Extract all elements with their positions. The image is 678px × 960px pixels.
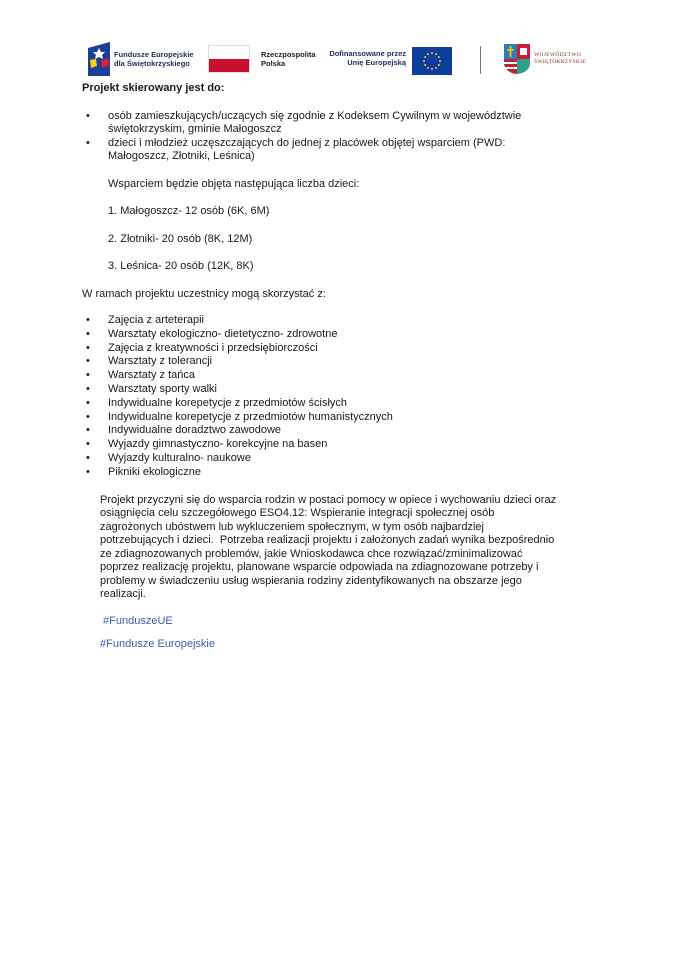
list-item: • Pikniki ekologiczne: [82, 466, 612, 480]
activities-list: [82, 314, 612, 480]
summary-line: zagrożonych ubóstwem lub wykluczeniem społecznym, w tym osób najbardziej: [100, 520, 484, 533]
fundusze-line2: dla Świętokrzyskiego: [114, 59, 190, 68]
list-item: • Warsztaty ekologiczno- dietetyczno- zdrowotne: [82, 328, 612, 342]
list-item: • Indywidualne doradztwo zawodowe: [82, 424, 612, 438]
children-intro: Wsparciem będzie objęta następująca liczba dzieci:: [108, 177, 360, 190]
target-line: • dzieci i młodzież uczęszczających do jednej z placówek objętej wsparciem (PWD:: [108, 136, 506, 149]
ue-line2: Unię Europejską: [347, 58, 406, 67]
children-count-item: 1. Małogoszcz- 12 osób (6K, 6M): [108, 205, 270, 217]
sw-line1: WOJEWÓDZTWO: [534, 52, 581, 58]
fundusze-line1: Fundusze Europejskie: [114, 50, 194, 59]
summary-line: potrzebujących i dzieci. Potrzeba realizacji projektu i założonych zadań wynika bezpośrednio: [100, 534, 555, 547]
list-item: • Zajęcia z arteterapii: [82, 314, 612, 328]
list-item: • Wyjazdy kulturalno- naukowe: [82, 452, 612, 466]
target-line: świętokrzyskim, gminie Małogoszcz: [108, 123, 282, 135]
list-item: • Indywidualne korepetycje z przedmiotów humanistycznych: [82, 411, 612, 425]
eu-star-icon: [435, 53, 437, 55]
eu-star-icon: [438, 64, 440, 66]
summary-line: osiągnięcia celu szczegółowego ESO4.12: Wspieranie integracji społecznej osób: [100, 507, 495, 520]
document-body: [82, 82, 612, 652]
list-item: • Indywidualne korepetycje z przedmiotów ścisłych: [82, 397, 612, 411]
list-item: • Zajęcia z kreatywności i przedsiębiorczości: [82, 342, 612, 356]
ue-line1: Dofinansowane przez: [329, 49, 406, 58]
list-item: • Warsztaty z tolerancji: [82, 355, 612, 369]
summary-line: poprzez realizację projektu, planowane wsparcie odpowiada na zdiagnozowane potrzeby i: [100, 561, 539, 574]
target-group-list: [82, 110, 612, 164]
eu-star-icon: [427, 53, 429, 55]
summary-line: realizacji.: [100, 588, 146, 601]
rzeczpospolita-polska-logo: [208, 40, 318, 78]
eu-star-icon: [427, 67, 429, 69]
fundusze-europejskie-logo: [86, 40, 201, 78]
fundusze-europejskie-mark-icon: [88, 42, 110, 76]
list-item: [82, 110, 612, 137]
section-heading: Projekt skierowany jest do:: [82, 82, 225, 94]
target-line: • osób zamieszkujących/uczących się zgodnie z Kodeksem Cywilnym w województwie: [108, 109, 522, 122]
swietokrzyskie-text: [534, 52, 586, 66]
fundusze-europejskie-text: [114, 50, 194, 68]
summary-line: Projekt przyczyni się do wsparcia rodzin w postaci pomocy w opiece i wychowaniu dzieci oraz: [100, 493, 557, 506]
rp-line1: Rzeczpospolita: [261, 50, 316, 59]
eu-star-icon: [423, 60, 425, 62]
summary-line: ze zdiagnozowanych problemów, jakie Wnioskodawca chce rozwiązać/zminimalizować: [100, 547, 523, 560]
children-count-item: 2. Złotniki- 20 osób (8K, 12M): [108, 232, 253, 245]
eu-cofunding-logo: [326, 40, 456, 78]
logo-divider: [480, 46, 481, 74]
wojewodztwo-swietokrzyskie-logo: [504, 40, 604, 78]
eu-star-icon: [424, 64, 426, 66]
rp-line2: Polska: [261, 59, 286, 68]
rzeczpospolita-text: [261, 50, 316, 68]
hashtag-fundusze-ue[interactable]: #FunduszeUE: [100, 614, 173, 627]
eu-cofunding-text: [326, 49, 406, 67]
eu-star-icon: [431, 68, 433, 70]
list-item: • Wyjazdy gimnastyczno- korekcyjne na basen: [82, 438, 612, 452]
list-item: • Warsztaty sporty walki: [82, 383, 612, 397]
summary-paragraph: [82, 494, 614, 602]
summary-line: problemy w świadczeniu usług wspierania rodziny zidentyfikowanych na obszarze jego: [100, 574, 522, 587]
list-item: [82, 137, 612, 164]
eu-star-icon: [435, 67, 437, 69]
children-count-item: 3. Leśnica- 20 osób (12K, 8K): [108, 260, 254, 272]
sw-line2: ŚWIĘTOKRZYSKIE: [534, 59, 587, 65]
hashtag-fundusze-europejskie[interactable]: #Fundusze Europejskie: [100, 638, 215, 651]
target-line: Małogoszcz, Złotniki, Leśnica): [108, 150, 255, 162]
list-item: • Warsztaty z tańca: [82, 369, 612, 383]
polish-flag-icon: [208, 45, 250, 73]
eu-star-icon: [438, 56, 440, 58]
eu-flag-icon: [412, 47, 452, 75]
eu-star-icon: [431, 52, 433, 54]
coat-of-arms-icon: [504, 44, 530, 74]
logo-header: [86, 40, 596, 80]
activities-intro: W ramach projektu uczestnicy mogą skorzystać z:: [82, 287, 326, 300]
eu-star-icon: [439, 60, 441, 62]
eu-star-icon: [424, 56, 426, 58]
